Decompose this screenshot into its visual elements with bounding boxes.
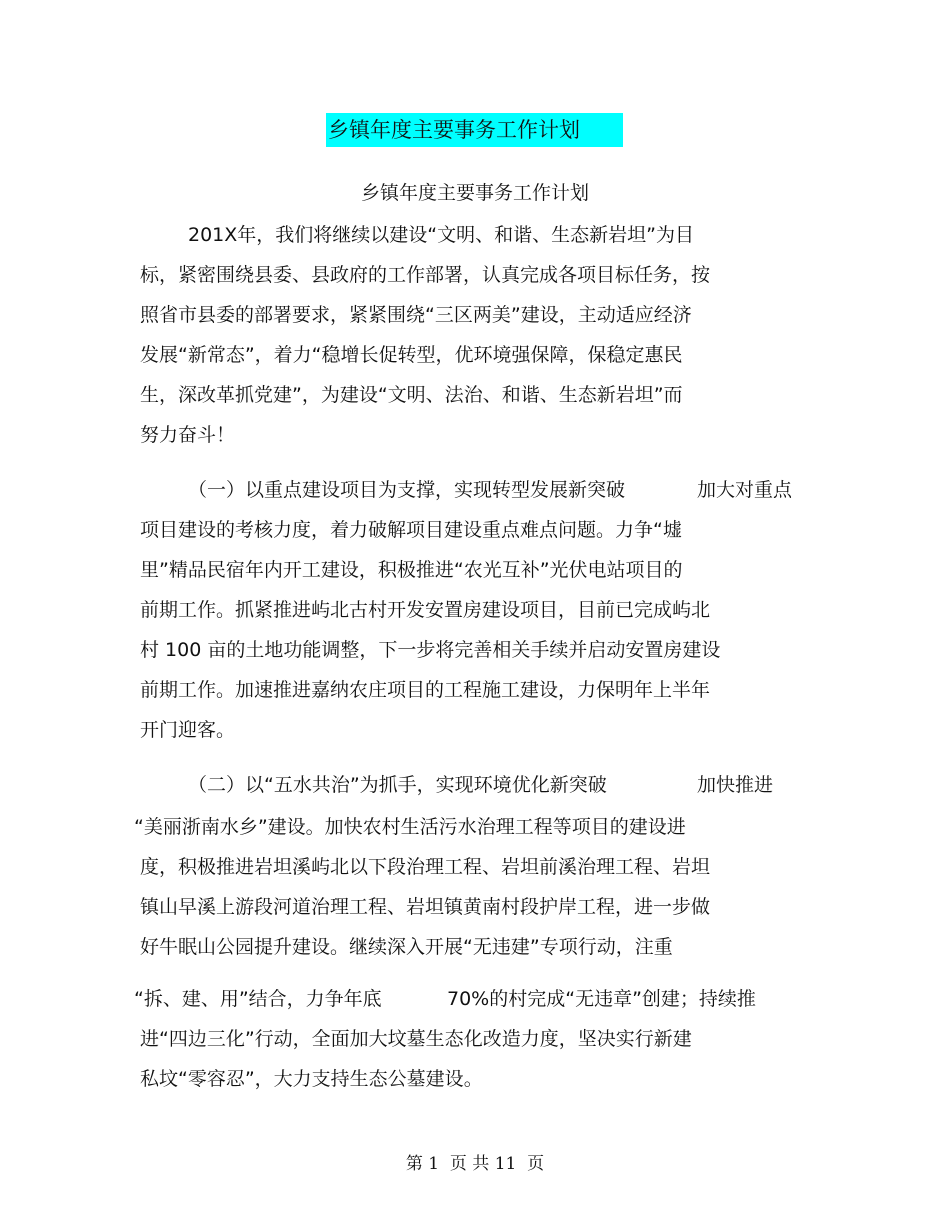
highlighted-title: 乡镇年度主要事务工作计划 <box>326 113 623 147</box>
paragraph-line: 努力奋斗！ <box>140 424 236 446</box>
section-lead-1: 加大对重点 <box>697 479 793 501</box>
paragraph-line: 前期工作。加速推进嘉纳农庄项目的工程施工建设，力保明年上半年 <box>140 679 711 701</box>
section-heading-1: （一）以重点建设项目为支撑，实现转型发展新突破 <box>188 479 626 501</box>
paragraph-line: 里”精品民宿年内开工建设，积极推进“农光互补”光伏电站项目的 <box>140 559 683 581</box>
paragraph-line: 201X年，我们将继续以建设“文明、和谐、生态新岩坦”为目 <box>188 224 694 246</box>
paragraph-line: 度，积极推进岩坦溪屿北以下段治理工程、岩坦前溪治理工程、岩坦 <box>140 856 711 878</box>
paragraph-line: 好牛眠山公园提升建设。继续深入开展“无违建”专项行动，注重 <box>140 936 673 958</box>
paragraph-line: 开门迎客。 <box>140 719 236 741</box>
paragraph-line: 村 100 亩的土地功能调整，下一步将完善相关手续并启动安置房建设 <box>140 639 721 661</box>
paragraph-line: 70%的村完成“无违章”创建；持续推 <box>447 988 756 1010</box>
paragraph-line: 私坟“零容忍”，大力支持生态公墓建设。 <box>140 1068 483 1090</box>
paragraph-line: 照省市县委的部署要求，紧紧围绕“三区两美”建设，主动适应经济 <box>140 304 692 326</box>
page-footer: 第 1 页 共 11 页 <box>405 1154 545 1174</box>
paragraph-line: 进“四边三化”行动，全面加大坟墓生态化改造力度，坚决实行新建 <box>140 1028 692 1050</box>
paragraph-line: 生，深改革抓党建”，为建设“文明、法治、和谐、生态新岩坦”而 <box>140 384 683 406</box>
section-heading-2: （二）以“五水共治”为抓手，实现环境优化新突破 <box>188 774 607 796</box>
paragraph-line: 项目建设的考核力度，着力破解项目建设重点难点问题。力争“墟 <box>140 519 682 541</box>
section-lead-2: 加快推进 <box>697 774 774 796</box>
paragraph-line: “美丽浙南水乡”建设。加快农村生活污水治理工程等项目的建设进 <box>134 816 686 838</box>
paragraph-line: 前期工作。抓紧推进屿北古村开发安置房建设项目，目前已完成屿北 <box>140 599 711 621</box>
paragraph-line: “拆、建、用”结合，力争年底 <box>134 988 382 1010</box>
paragraph-line: 发展“新常态”，着力“稳增长促转型，优环境强保障，保稳定惠民 <box>140 344 683 366</box>
paragraph-line: 镇山早溪上游段河道治理工程、岩坦镇黄南村段护岸工程，进一步做 <box>140 896 711 918</box>
paragraph-line: 标，紧密围绕县委、县政府的工作部署，认真完成各项目标任务，按 <box>140 264 711 286</box>
document-subtitle: 乡镇年度主要事务工作计划 <box>360 182 589 204</box>
